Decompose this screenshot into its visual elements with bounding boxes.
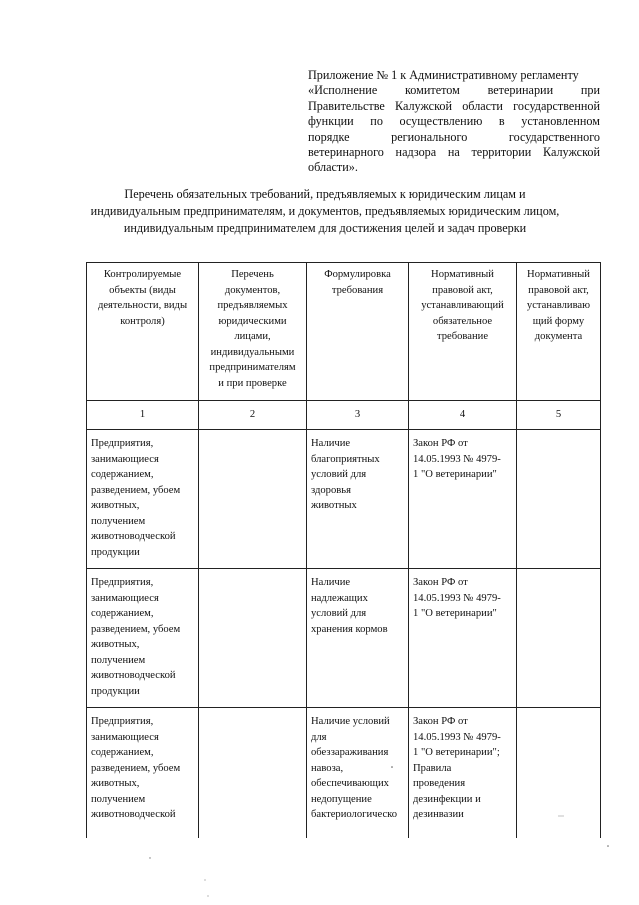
cell-line: и при проверке <box>218 377 287 389</box>
controlled-objects-cell <box>87 708 199 839</box>
cell-line: 1 "О ветеринарии" <box>413 608 497 619</box>
cell-line: Контролируемые <box>103 269 182 280</box>
cell-line: содержанием, <box>91 608 154 619</box>
cell-line: требования <box>331 284 384 296</box>
cell-line: проведения <box>413 778 466 789</box>
cell-line: 14.05.1993 № 4979- <box>413 592 501 604</box>
cell-line: разведением, убоем <box>91 762 181 774</box>
cell-line: животных, <box>91 639 140 650</box>
cell-line: разведением, убоем <box>91 623 181 635</box>
controlled-objects-cell <box>87 569 199 708</box>
column-number: 1 <box>87 401 199 430</box>
appendix-line: порядке регионального государственного <box>308 129 600 144</box>
legal-act-cell <box>409 430 517 569</box>
title-line: индивидуальным предпринимателем для достижения целей и задач проверки <box>123 221 527 235</box>
cell-line: условий для <box>311 608 367 619</box>
cell-line: благоприятных <box>311 453 380 465</box>
cell-line: недопущение <box>311 793 372 805</box>
column-number: 2 <box>199 401 307 430</box>
documents-cell <box>199 708 307 839</box>
cell-line: Нормативный <box>527 269 590 280</box>
cell-line: Наличие <box>311 438 351 449</box>
column-number: 4 <box>409 401 517 430</box>
cell-line: получением <box>91 515 146 527</box>
cell-line: занимающиеся <box>91 453 159 465</box>
cell-line: продукции <box>91 685 140 697</box>
appendix-line: области». <box>308 160 358 175</box>
cell-line: юридическими <box>218 315 287 327</box>
documents-cell <box>199 569 307 708</box>
form-act-cell <box>517 569 601 708</box>
cell-line: предпринимателям <box>209 362 296 373</box>
cell-line: обеззараживания <box>311 747 389 758</box>
requirements-table <box>86 262 601 838</box>
cell-line: 14.05.1993 № 4979- <box>413 731 501 743</box>
column-number: 3 <box>307 401 409 430</box>
cell-line: Предприятия, <box>91 577 154 588</box>
cell-line: Перечень <box>231 269 274 280</box>
cell-line: 1 "О ветеринарии" <box>413 469 497 480</box>
column-header-4 <box>409 263 517 401</box>
cell-line: обязательное <box>432 315 493 327</box>
cell-line: животных, <box>91 500 140 511</box>
cell-line: животноводческой <box>91 531 176 542</box>
cell-line: лицами, <box>234 331 271 342</box>
column-header-5 <box>517 263 601 401</box>
requirement-cell <box>307 708 409 839</box>
cell-line: обеспечивающих <box>311 778 389 789</box>
requirement-cell <box>307 569 409 708</box>
cell-line: деятельности, виды <box>97 300 188 311</box>
cell-line: Закон РФ от <box>413 438 468 449</box>
cell-line: Закон РФ от <box>413 716 468 727</box>
cell-line: документа <box>534 331 583 342</box>
appendix-line: Приложение № 1 к Административному регламенту <box>308 68 579 82</box>
appendix-line: «Исполнение комитетом ветеринарии при <box>308 83 600 98</box>
form-act-cell <box>517 708 601 839</box>
column-number: 5 <box>517 401 601 430</box>
cell-line: контроля) <box>120 315 165 327</box>
cell-line: получением <box>91 654 146 666</box>
requirement-cell <box>307 430 409 569</box>
cell-line: животных <box>311 500 357 511</box>
column-number-row <box>87 401 601 430</box>
cell-line: условий для <box>311 469 367 480</box>
cell-line: разведением, убоем <box>91 484 181 496</box>
cell-line: содержанием, <box>91 469 154 480</box>
title-line: Перечень обязательных требований, предъявляемых к юридическим лицам и <box>124 187 526 201</box>
cell-line: Правила <box>413 762 452 774</box>
column-header-1 <box>87 263 199 401</box>
cell-line: животноводческой <box>91 670 176 681</box>
cell-line: объекты (виды <box>109 284 176 296</box>
legal-act-cell <box>409 708 517 839</box>
cell-line: бактериологическо <box>311 809 398 820</box>
controlled-objects-cell <box>87 430 199 569</box>
cell-line: правовой акт, <box>432 284 493 296</box>
cell-line: Нормативный <box>431 269 494 280</box>
cell-line: здоровья <box>311 484 351 496</box>
cell-line: Предприятия, <box>91 438 154 449</box>
appendix-line: ветеринарного надзора на территории Калужской <box>308 145 600 160</box>
cell-line: содержанием, <box>91 747 154 758</box>
cell-line: животных, <box>91 778 140 789</box>
cell-line: навоза, <box>311 762 344 774</box>
appendix-note <box>308 68 600 176</box>
cell-line: правовой акт, <box>528 284 589 296</box>
cell-line: устанавливающий <box>421 300 504 311</box>
cell-line: индивидуальными <box>210 346 295 358</box>
cell-line: предъявляемых <box>217 300 288 311</box>
cell-line: дезинфекции и <box>413 793 481 805</box>
cell-line: продукции <box>91 546 140 558</box>
cell-line: Предприятия, <box>91 716 154 727</box>
cell-line: дезинвазии <box>413 809 464 820</box>
appendix-line: Правительстве Калужской области государственной <box>308 98 600 113</box>
cell-line: животноводческой <box>91 809 176 820</box>
cell-line: хранения кормов <box>311 623 388 635</box>
column-header-3 <box>307 263 409 401</box>
cell-line: требование <box>436 331 489 342</box>
cell-line: 1 "О ветеринарии"; <box>413 747 500 758</box>
table-row <box>87 569 601 708</box>
column-header-2 <box>199 263 307 401</box>
title-line: индивидуальным предпринимателям, и документов, предъявляемых юридическим лицом, <box>90 204 560 218</box>
cell-line: для <box>311 731 327 743</box>
cell-line: Наличие условий <box>311 716 390 727</box>
table-row <box>87 430 601 569</box>
cell-line: Наличие <box>311 577 351 588</box>
table-row <box>87 708 601 839</box>
document-title <box>60 186 590 237</box>
cell-line: получением <box>91 793 146 805</box>
cell-line: 14.05.1993 № 4979- <box>413 453 501 465</box>
appendix-line: функции по осуществлению в установленном <box>308 114 600 129</box>
cell-line: щий форму <box>532 315 585 327</box>
cell-line: документов, <box>224 284 281 296</box>
cell-line: надлежащих <box>311 592 368 604</box>
table-header-row <box>87 263 601 401</box>
cell-line: устанавливаю <box>526 300 591 311</box>
documents-cell <box>199 430 307 569</box>
cell-line: Формулировка <box>324 269 391 280</box>
cell-line: занимающиеся <box>91 592 159 604</box>
cell-line: Закон РФ от <box>413 577 468 588</box>
legal-act-cell <box>409 569 517 708</box>
form-act-cell <box>517 430 601 569</box>
cell-line: занимающиеся <box>91 731 159 743</box>
